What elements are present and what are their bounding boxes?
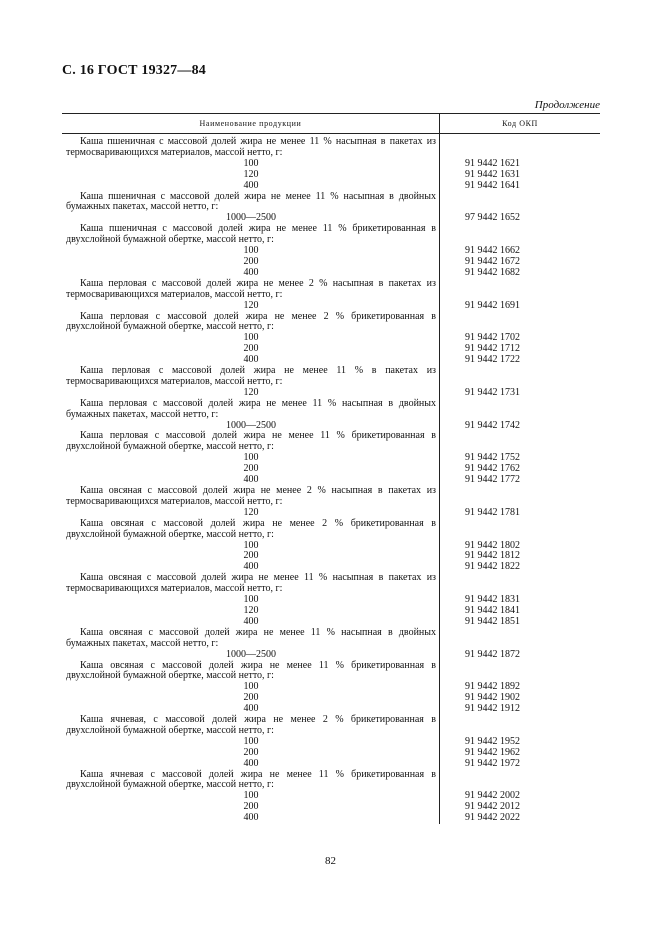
product-net-mass: 1000—2500: [226, 648, 276, 660]
okp-code: 91 9442 1812: [465, 550, 520, 562]
table-row: [62, 650, 600, 661]
okp-code: 91 9442 1872: [465, 648, 520, 660]
table-row: [62, 661, 600, 683]
page-number: 82: [325, 855, 336, 867]
product-table: [62, 113, 600, 824]
product-description: Каша перловая с массовой долей жира не менее 2 % насыпная в пакетах из термосваривающихся материалов, массой нетто, г:: [66, 277, 436, 300]
product-net-mass: 400: [243, 757, 259, 769]
table-row: [62, 312, 600, 334]
product-net-mass: 200: [243, 692, 259, 704]
okp-code: [439, 661, 600, 683]
product-net-mass: 200: [243, 746, 259, 758]
okp-code: [439, 224, 600, 246]
okp-code: [439, 399, 600, 421]
product-net-mass: 200: [243, 343, 259, 355]
okp-code: 91 9442 1631: [465, 168, 520, 180]
continuation-label: Продолжение: [534, 99, 600, 111]
product-net-mass: 100: [243, 245, 259, 257]
okp-code: 91 9442 1952: [465, 735, 520, 747]
okp-code: 91 9442 1641: [465, 179, 520, 191]
okp-code: [439, 486, 600, 508]
table-row: [62, 573, 600, 595]
table-row: [62, 431, 600, 453]
okp-code: 91 9442 1902: [465, 692, 520, 704]
table-row: [62, 224, 600, 246]
product-description: Каша пшеничная с массовой долей жира не менее 11 % насыпная в двойных бумажных пакетах, массой нетто, г:: [66, 190, 436, 213]
product-net-mass: 200: [243, 801, 259, 813]
product-net-mass: 120: [243, 386, 259, 398]
product-description: Каша овсяная с массовой долей жира не менее 11 % насыпная в пакетах из термосваривающихся материалов, массой нетто, г:: [66, 572, 436, 595]
product-description: Каша пшеничная с массовой долей жира не менее 11 % насыпная в пакетах из термосваривающихся материалов, массой нетто, г:: [66, 136, 436, 158]
table-row: [62, 628, 600, 650]
product-net-mass: 100: [243, 332, 259, 344]
okp-code: 91 9442 1752: [465, 452, 520, 464]
table-row: [62, 759, 600, 770]
product-net-mass: 400: [243, 703, 259, 715]
product-net-mass: 100: [243, 790, 259, 802]
okp-code: 97 9442 1652: [465, 212, 520, 224]
product-net-mass: 200: [243, 550, 259, 562]
product-net-mass: 100: [243, 681, 259, 693]
product-description: Каша перловая с массовой долей жира не менее 2 % брикетированная в двухслойной бумажной обертке, массой нетто, г:: [66, 310, 436, 333]
page-header-title: С. 16 ГОСТ 19327—84: [62, 63, 206, 78]
column-header-okp-code: Код ОКП: [502, 119, 538, 128]
okp-code: [439, 312, 600, 334]
product-net-mass: 400: [243, 354, 259, 366]
okp-code: [439, 366, 600, 388]
okp-code: 91 9442 1762: [465, 463, 520, 475]
table-row: [62, 279, 600, 301]
table-row: [62, 301, 600, 312]
table-row: [62, 181, 600, 192]
product-net-mass: 120: [243, 604, 259, 616]
product-net-mass: 200: [243, 255, 259, 267]
product-description: Каша ячневая, с массовой долей жира не менее 2 % брикетированная в двухслойной бумажной обертке, массой нетто, г:: [66, 714, 436, 736]
column-header-product-name: Наименование продукции: [62, 114, 440, 133]
product-net-mass: 400: [243, 615, 259, 627]
table-row: [62, 192, 600, 214]
product-net-mass: 120: [243, 506, 259, 518]
okp-code: 91 9442 1672: [465, 255, 520, 267]
okp-code: [439, 192, 600, 214]
table-header: [62, 114, 600, 134]
product-net-mass: 120: [243, 168, 259, 180]
table-row: [62, 366, 600, 388]
product-net-mass: 100: [243, 157, 259, 169]
product-net-mass: 400: [243, 561, 259, 573]
product-description: Каша перловая с массовой долей жира не менее 11 % в пакетах из термосваривающихся материалов, массой нетто, г:: [66, 365, 436, 387]
okp-code: 91 9442 1851: [465, 615, 520, 627]
okp-code: 91 9442 1822: [465, 561, 520, 573]
okp-code: 91 9442 1621: [465, 157, 520, 169]
product-description: Каша овсяная с массовой долей жира не менее 11 % брикетированная в двухслойной бумажной обертке, массой нетто, г:: [66, 659, 436, 682]
table-body: [62, 134, 600, 824]
product-net-mass: 400: [243, 474, 259, 486]
okp-code: [439, 431, 600, 453]
okp-code: 91 9442 1841: [465, 604, 520, 616]
okp-code: 91 9442 1702: [465, 332, 520, 344]
product-net-mass: 400: [243, 179, 259, 191]
okp-code: 91 9442 1682: [465, 266, 520, 278]
okp-code: 91 9442 1712: [465, 343, 520, 355]
product-net-mass: 1000—2500: [226, 212, 276, 224]
okp-code: 91 9442 1962: [465, 746, 520, 758]
product-description: Каша овсяная с массовой долей жира не менее 11 % насыпная в двойных бумажных пакетах, массой нетто, г:: [66, 626, 436, 649]
table-row: [62, 519, 600, 541]
table-row: [62, 399, 600, 421]
okp-code: 91 9442 1731: [465, 386, 520, 398]
table-row: [62, 715, 600, 737]
product-net-mass: 400: [243, 266, 259, 278]
okp-code: [439, 628, 600, 650]
column-divider: [439, 134, 440, 824]
okp-code: [439, 770, 600, 792]
product-description: Каша овсяная с массовой долей жира не менее 2 % брикетированная в двухслойной бумажной обертке, массой нетто, г:: [66, 517, 436, 540]
okp-code: 91 9442 1742: [465, 419, 520, 431]
product-net-mass: 100: [243, 452, 259, 464]
product-net-mass: 100: [243, 539, 259, 551]
okp-code: 91 9442 1802: [465, 539, 520, 551]
okp-code: 91 9442 1772: [465, 474, 520, 486]
okp-code: 91 9442 1972: [465, 757, 520, 769]
okp-code: 91 9442 2012: [465, 801, 520, 813]
okp-code: 91 9442 2002: [465, 790, 520, 802]
okp-code: [439, 573, 600, 595]
product-net-mass: 200: [243, 463, 259, 475]
okp-code: 91 9442 1722: [465, 354, 520, 366]
okp-code: 91 9442 1662: [465, 245, 520, 257]
okp-code: 91 9442 1831: [465, 594, 520, 606]
product-description: Каша пшеничная с массовой долей жира не менее 11 % брикетированная в двухслойной бумажной обертке, массой нетто, г:: [66, 223, 436, 246]
okp-code: [439, 137, 600, 159]
product-description: Каша перловая с массовой долей жира не менее 11 % брикетированная в двухслойной бумажной обертке, массой нетто, г:: [66, 430, 436, 453]
product-net-mass: 120: [243, 299, 259, 311]
product-net-mass: 100: [243, 594, 259, 606]
okp-code: [439, 715, 600, 737]
product-description: Каша перловая с массовой долей жира не менее 11 % насыпная в двойных бумажных пакетах, массой нетто, г:: [66, 397, 436, 420]
table-row: [62, 137, 600, 159]
okp-code: [439, 279, 600, 301]
okp-code: 91 9442 2022: [465, 812, 520, 824]
table-row: [62, 813, 600, 824]
product-description: Каша ячневая с массовой долей жира не менее 11 % брикетированная в двухслойной бумажной обертке, массой нетто, г:: [66, 768, 436, 791]
table-row: [62, 770, 600, 792]
table-row: [62, 170, 600, 181]
okp-code: 91 9442 1781: [465, 506, 520, 518]
okp-code: [439, 519, 600, 541]
product-net-mass: 1000—2500: [226, 419, 276, 431]
table-row: [62, 486, 600, 508]
okp-code: 91 9442 1892: [465, 681, 520, 693]
product-net-mass: 400: [243, 812, 259, 824]
okp-code: 91 9442 1691: [465, 299, 520, 311]
product-description: Каша овсяная с массовой долей жира не менее 2 % насыпная в пакетах из термосваривающихся материалов, массой нетто, г:: [66, 485, 436, 507]
product-net-mass: 100: [243, 735, 259, 747]
okp-code: 91 9442 1912: [465, 703, 520, 715]
